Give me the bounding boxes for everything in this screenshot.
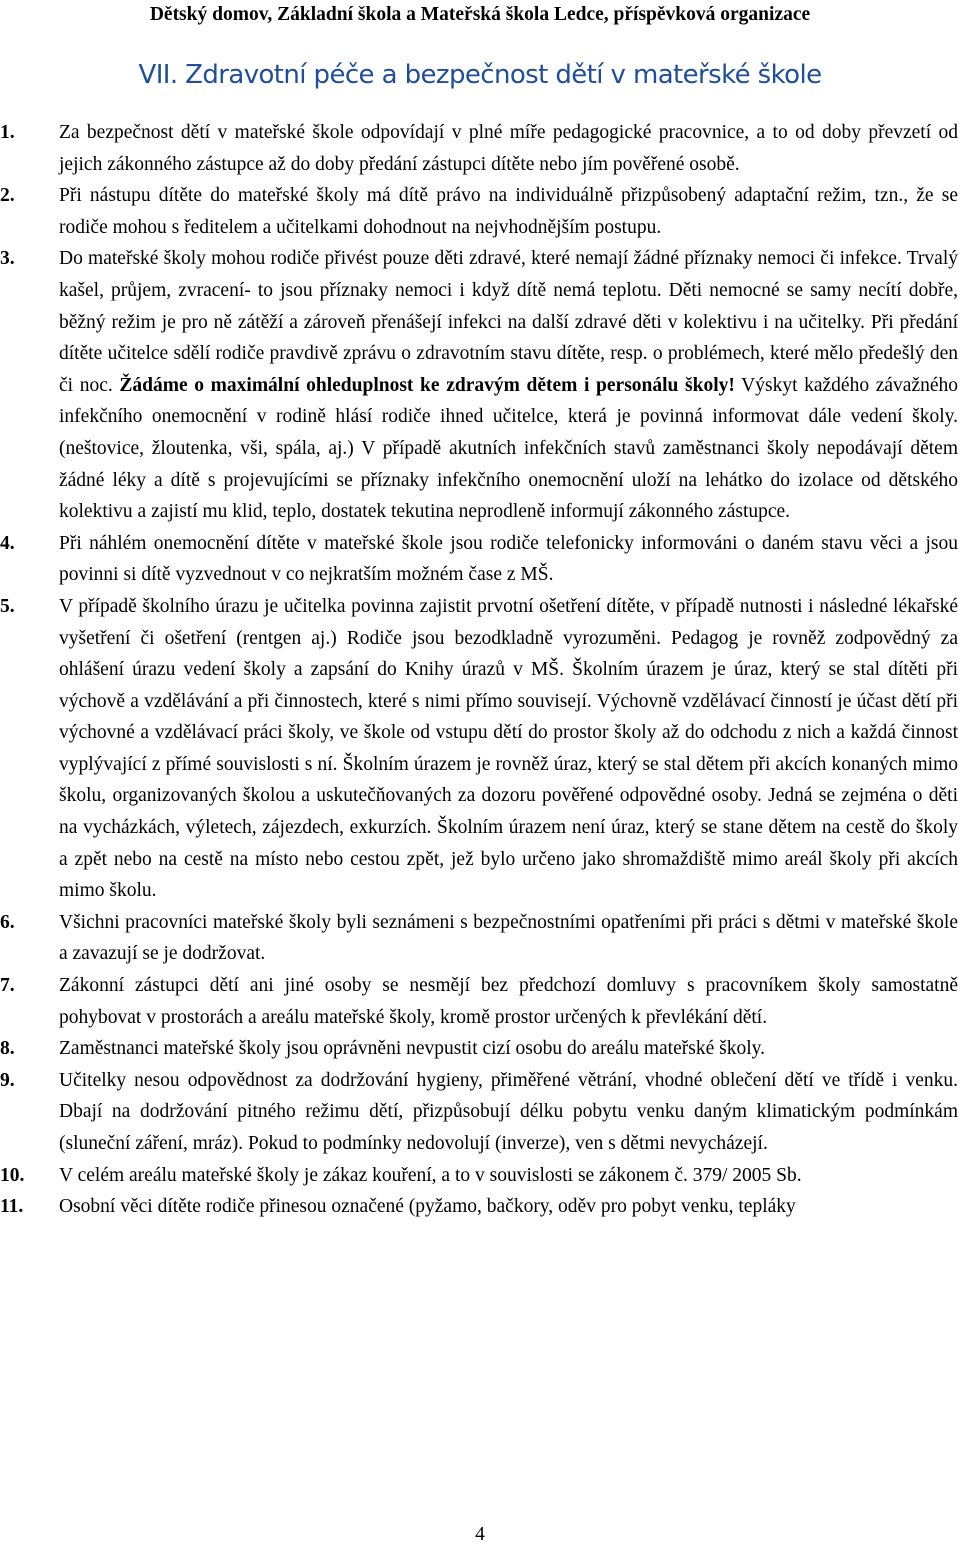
- item-number: 5.: [0, 595, 15, 617]
- rules-list: [0, 117, 960, 1223]
- item-number: 10.: [0, 1164, 25, 1186]
- list-item: [0, 1033, 960, 1065]
- list-item: [0, 1160, 960, 1192]
- item-number: 11.: [0, 1196, 24, 1218]
- item-text: Osobní věci dítěte rodiče přinesou označené (pyžamo, bačkory, oděv pro pobyt venku, tepláky: [59, 1196, 796, 1218]
- item-text: Při náhlém onemocnění dítěte v mateřské škole jsou rodiče telefonicky informováni o daném stavu věci a jsou povinni si dítě vyzvednout v co nejkratším možném čase z MŠ.: [59, 532, 958, 586]
- page-number: 4: [475, 1524, 485, 1545]
- item-text: Do mateřské školy mohou rodiče přivést pouze děti zdravé, které nemají žádné příznaky nemoci či infekce. Trvalý kašel, průjem, zvracení- to jsou příznaky nemoci i když dítě nemá teplotu. Děti nemocné se samy necítí dobře, běžný režim je pro ně zátěží a zároveň přenášejí infekci na další zdravé děti v kolektivu i na učitelky. Při předání dítěte učitelce sdělí rodiče pravdivě zprávu o zdravotním stavu dítěte, resp. o problémech, které mělo předešlý den či noc.: [59, 248, 958, 396]
- item-number: 8.: [0, 1038, 15, 1060]
- item-number: 3.: [0, 248, 15, 270]
- section-title: VII. Zdravotní péče a bezpečnost dětí v mateřské škole: [138, 60, 822, 90]
- item-text: Zákonní zástupci dětí ani jiné osoby se nesmějí bez předchozí domluvy s pracovníkem školy samostatně pohybovat v prostorách a areálu mateřské školy, kromě prostor určených k převlékání dětí.: [59, 975, 958, 1028]
- item-text: Zaměstnanci mateřské školy jsou oprávněni nevpustit cizí osobu do areálu mateřské školy.: [59, 1038, 765, 1060]
- list-item: [0, 591, 960, 907]
- list-item: [0, 1065, 960, 1160]
- item-text: V celém areálu mateřské školy je zákaz kouření, a to v souvislosti se zákonem č. 379/ 2005 Sb.: [59, 1164, 802, 1186]
- item-number: 2.: [0, 185, 15, 207]
- item-text: Všichni pracovníci mateřské školy byli seznámeni s bezpečnostními opatřeními při práci s dětmi v mateřské škole a zavazují se je dodržovat.: [59, 911, 958, 965]
- list-item: [0, 1191, 960, 1223]
- item-number: 9.: [0, 1069, 15, 1091]
- list-item: [0, 117, 960, 180]
- document-header: Dětský domov, Základní škola a Mateřská škola Ledce, příspěvková organizace: [149, 4, 811, 25]
- item-bold-text: Žádáme o maximální ohleduplnost ke zdravým dětem i personálu školy!: [119, 374, 735, 396]
- list-item: [0, 528, 960, 591]
- item-number: 6.: [0, 911, 15, 933]
- item-text: Za bezpečnost dětí v mateřské škole odpovídají v plné míře pedagogické pracovnice, a to od doby převzetí od jejich zákonného zástupce až do doby předání zástupci dítěte nebo jím pověřené osobě.: [59, 122, 958, 175]
- item-text: V případě školního úrazu je učitelka povinna zajistit prvotní ošetření dítěte, v případě nutnosti i následné lékařské vyšetření či ošetření (rentgen aj.) Rodiče jsou bezodkladně vyrozuměni. Pedagog je rovněž zodpovědný za ohlášení úrazu vedení školy a zapsání do Knihy úrazů v MŠ. Školním úrazem je úraz, který se stal dítěti při výchově a vzdělávání a při činnostech, které s nimi přímo souvisejí. Výchovně vzdělávací činností je účast dětí při výchovné a vzdělávací práci školy, ve škole od vstupu dětí do prostor školy až do odchodu z nich a každá činnost vyplývající z přímé souvislosti s ní. Školním úrazem je rovněž úraz, který se stal dětem při akcích konaných mimo školu, organizovaných školou a uskutečňovaných za dozoru pověřené odpovědné osoby. Jedná se zejména o děti na vycházkách, výletech, zájezdech, exkurzích. Školním úrazem není úraz, který se stane dětem na cestě do školy a zpět nebo na cestě na místo nebo cestou zpět, jež bylo určeno jako shromaždiště mimo areál školy při akcích mimo školu.: [59, 595, 958, 902]
- list-item: [0, 180, 960, 243]
- list-item: [0, 970, 960, 1033]
- list-item: [0, 243, 960, 527]
- item-text-continued: Výskyt každého závažného infekčního onemocnění v rodině hlásí rodiče ihned učitelce, která je povinná informovat dále vedení školy. (neštovice, žloutenka, vši, spála, aj.) V případě akutních infekčních stavů zaměstnanci školy nepodávají dětem žádné léky a dítě s projevujícími se příznaky infekčního onemocnění uloží na lehátko do izolace od dětského kolektivu a zajistí mu klid, teplo, dostatek tekutina neprodleně informují zákonného zástupce.: [59, 374, 958, 523]
- item-number: 4.: [0, 532, 15, 554]
- item-number: 7.: [0, 975, 15, 997]
- item-text: Učitelky nesou odpovědnost za dodržování hygieny, přiměřené větrání, vhodné oblečení dětí ve třídě i venku. Dbají na dodržování pitného režimu dětí, přizpůsobují délku pobytu venku daným klimatickým podmínkám (sluneční záření, mráz). Pokud to podmínky nedovolují (inverze), ven s dětmi nevycházejí.: [59, 1069, 958, 1154]
- item-text: Při nástupu dítěte do mateřské školy má dítě právo na individuálně přizpůsobený adaptační režim, tzn., že se rodiče mohou s ředitelem a učitelkami dohodnout na nejvhodnějším postupu.: [59, 185, 958, 238]
- list-item: [0, 907, 960, 970]
- item-number: 1.: [0, 122, 15, 143]
